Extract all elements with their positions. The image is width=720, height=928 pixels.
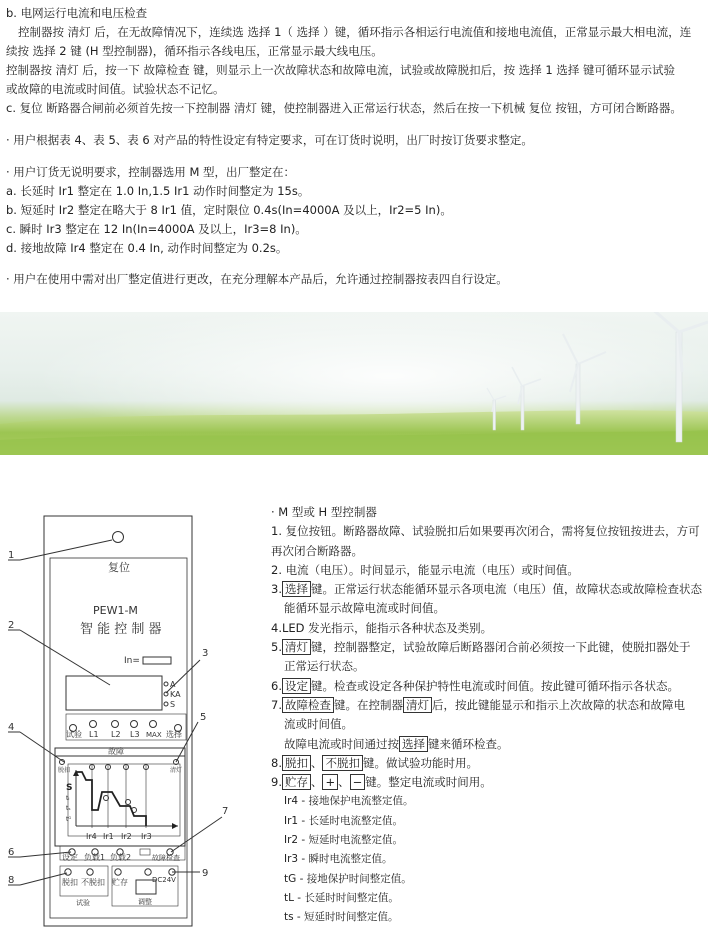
key-set: 设定 (282, 678, 311, 694)
desc-line: 8. 脱扣 、 不脱扣 键。做试验功能时用。 (271, 755, 478, 770)
key-minus: − (350, 774, 366, 790)
dc24v-label: DC24V (152, 876, 176, 884)
l2-label: L2 (111, 730, 121, 739)
intro-text (6, 4, 716, 289)
s-axis-label: S (66, 783, 73, 793)
desc-line: 故障电流或时间通过按 选择 键来循环检查。 (284, 736, 509, 751)
tl-label: tₗ (66, 795, 70, 802)
desc-line: 7. 故障检查 键。在控制器 清灯 后，按此键能显示和指示上次故障的状态和故障电 (271, 697, 685, 712)
definition-item: tL - 长延时时间整定值。 (284, 891, 399, 904)
description-title: · M 型或 H 型控制器 (271, 505, 377, 519)
callout-3: 3 (202, 648, 209, 659)
callout-5: 5 (200, 712, 207, 723)
section-heading: b. 电网运行电流和电压检查 (6, 6, 148, 20)
desc-line: 1. 复位按钮。断路器故障、试验脱扣后如果要再次闭合，需将复位按钮按进去，方可 (271, 524, 700, 539)
definition-item: Ir3 - 瞬时电流整定值。 (284, 853, 393, 866)
desc-line: 3. 选择 键。正常运行状态能循环显示各项电流（电压）值，故障状态或故障检查状态 (271, 582, 702, 597)
load1-label: 负载1 (84, 853, 106, 862)
wind-turbine-banner (0, 312, 708, 455)
controller-panel-diagram (0, 480, 270, 928)
unit-ka-label: KA (170, 690, 181, 699)
key-select: 选择 (282, 581, 311, 597)
panel-drawing (0, 480, 270, 928)
wind-turbine-image (0, 312, 708, 455)
callout-6: 6 (8, 847, 15, 858)
trip-label: 脱扣 (58, 767, 71, 774)
callout-2: 2 (8, 620, 15, 631)
max-label: MAX (146, 731, 162, 739)
test-label: 试验 (66, 730, 82, 739)
adjust-label: 调整 (138, 898, 152, 906)
protection-curve (76, 772, 146, 826)
no-trip-btn-label: 不脱扣 (81, 878, 105, 887)
unit-s-label: S (170, 700, 176, 709)
paragraph-line: 续按 选择 2 键 (H 型控制器)，循环指示各线电压，正常显示最大线电压。 (6, 44, 383, 58)
tg-label: tᴳ (66, 816, 72, 823)
desc-line: 再次闭合断路器。 (271, 543, 363, 558)
desc-line: 2. 电流（电压）。时间显示，能显示电流（电压）或时间值。 (271, 562, 579, 577)
paragraph-line: c. 复位 断路器合闸前必须首先按一下控制器 清灯 键，使控制器进入正常运行状态，然后在按一下机械 复位 按钮，方可闭合断路器。 (6, 101, 682, 115)
ir4-tick: Ir4 (86, 832, 97, 841)
trip-btn-label: 脱扣 (62, 878, 78, 887)
definition-item: tG - 接地保护时间整定值。 (284, 872, 412, 885)
clear-light-label: 清灯 (170, 767, 183, 774)
bullet-line: · 用户根据表 4、表 5、表 6 对产品的特性设定有特定要求，可在订货时说明，出厂时按订货要求整定。 (6, 133, 533, 147)
key-no-trip: 不脱扣 (322, 755, 363, 771)
l3-label: L3 (130, 730, 140, 739)
select-label: 选择 (166, 730, 182, 739)
desc-line: 4.LED 发光指示，能指示各种状态及类别。 (271, 620, 493, 635)
panel-description (271, 503, 716, 928)
set-label: 设定 (62, 853, 78, 862)
key-trip: 脱扣 (282, 755, 311, 771)
definition-item: Ir4 - 接地保护电流整定值。 (284, 795, 414, 808)
key-plus: + (322, 774, 338, 790)
desc-line: 5. 清灯 键，控制器整定，试验故障后断路器闭合前必须按一下此键，使脱扣器处于 (271, 640, 691, 655)
product-name: 智 能 控 制 器 (80, 622, 162, 637)
list-item: d. 接地故障 Ir4 整定在 0.4 In, 动作时间整定为 0.2s。 (6, 241, 288, 255)
fault-check-label: 故障检查 (152, 854, 180, 862)
key-fault-check: 故障检查 (282, 697, 334, 713)
l1-label: L1 (89, 730, 99, 739)
ir1-tick: Ir1 (103, 832, 114, 841)
bullet-line: · 用户在使用中需对出厂整定值进行更改，在充分理解本产品后，允许通过控制器按表四自行设定。 (6, 272, 508, 286)
model-label: PEW1-M (93, 604, 138, 617)
paragraph-line: 控制器按 清灯 后，在无故障情况下，连续选 选择 1（ 选择 ）键，循环指示各相运行电流值和接地电流值，正常显示最大相电流，连 (18, 25, 692, 39)
load2-label: 负载2 (110, 853, 132, 862)
ir2-tick: Ir2 (121, 832, 132, 841)
fault-label: 故障 (108, 747, 124, 756)
in-label: In= (124, 656, 140, 666)
definition-item: ts - 短延时时间整定值。 (284, 911, 399, 924)
callout-8: 8 (8, 875, 15, 886)
test-section-label: 试验 (76, 899, 90, 907)
desc-line: 流或时间值。 (284, 717, 353, 732)
key-clear-light-2: 清灯 (403, 697, 432, 713)
ts-label: tₛ (66, 805, 71, 812)
definition-item: Ir2 - 短延时电流整定值。 (284, 834, 404, 847)
top-screw (113, 532, 124, 543)
desc-line: 正常运行状态。 (284, 659, 365, 674)
store-btn-label: 贮存 (112, 878, 128, 887)
reset-label: 复位 (108, 561, 130, 574)
desc-line: 9. 贮存 、 + 、 − 键。整定电流或时间用。 (271, 775, 492, 790)
key-select-2: 选择 (399, 736, 428, 752)
callout-1: 1 (8, 550, 15, 561)
callout-4: 4 (8, 722, 15, 733)
list-item: b. 短延时 Ir2 整定在略大于 8 Ir1 值，定时限位 0.4s(In=4000A 及以上，Ir2=5 In)。 (6, 203, 452, 217)
paragraph-line: 控制器按 清灯 后，按一下 故障检查 键，则显示上一次故障状态和故障电流，试验或故障脱扣后，按 选择 1 选择 键可循环显示试验 (6, 63, 676, 77)
display-window (66, 676, 162, 710)
bullet-line: · 用户订货无说明要求，控制器选用 M 型，出厂整定在： (6, 165, 296, 179)
key-store: 贮存 (282, 774, 311, 790)
ir3-tick: Ir3 (141, 832, 152, 841)
desc-line: 能循环显示故障电流或时间值。 (284, 601, 445, 616)
paragraph-line: 或故障的电流或时间值。试验状态不记忆。 (6, 82, 225, 96)
callout-9: 9 (202, 868, 209, 879)
callout-7: 7 (222, 806, 229, 817)
list-item: a. 长延时 Ir1 整定在 1.0 In,1.5 Ir1 动作时间整定为 15s。 (6, 184, 310, 198)
desc-line: 6. 设定 键。检查或设定各种保护特性电流或时间值。按此键可循环指示各状态。 (271, 678, 679, 693)
definition-item: Ir1 - 长延时电流整定值。 (284, 814, 404, 827)
fault-area (55, 748, 185, 846)
in-value-box (143, 657, 171, 664)
list-item: c. 瞬时 Ir3 整定在 12 In(In=4000A 及以上，Ir3=8 In)。 (6, 222, 307, 236)
unit-a-label: A (170, 680, 176, 689)
key-clear-light: 清灯 (282, 639, 311, 655)
